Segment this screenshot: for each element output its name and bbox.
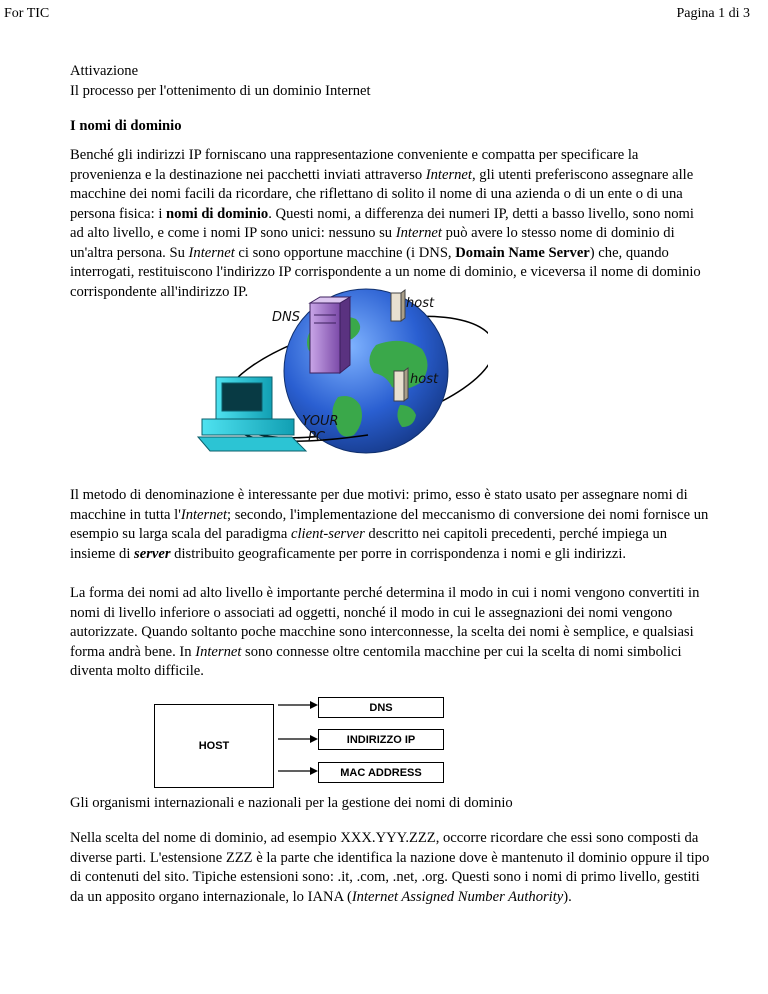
- header-left: For TIC: [4, 6, 50, 21]
- host-label-1: host: [406, 296, 435, 311]
- ip-address-box: INDIRIZZO IP: [318, 729, 444, 750]
- mac-address-box: MAC ADDRESS: [318, 762, 444, 783]
- paragraph-1: Benché gli indirizzi IP forniscano una rappresentazione conveniente e compatta per specificare la provenienza e la destinazione nei pacchetti inviati attraverso Internet, gli utenti preferiscono assegnare alle macchine dei nomi facili da ricordare, che riflettano di solito il nome di una azienda o di un ente o di una persona fisica: i nomi di dominio. Questi nomi, a differenza dei numeri IP, detti a basso livello, sono nomi ad alto livello, e come i nomi IP sono unici: nessuno su Internet può avere lo stesso nome di dominio di un'altra persona. Su Internet ci sono opportune macchine (i DNS, Domain Name Server) che, quando interrogati, restituiscono l'indirizzo IP corrispondente a un nome di dominio, e viceversa il nome di dominio corrispondente all'indirizzo IP.: [70, 147, 701, 300]
- dns-server-icon: [310, 297, 350, 373]
- section-heading-organismi: Gli organismi internazionali e nazionali per la gestione dei nomi di dominio: [70, 795, 513, 811]
- arrow-right-icon: [278, 700, 318, 710]
- paragraph-3: La forma dei nomi ad alto livello è importante perché determina il modo in cui i nomi vengono convertiti in nomi di livello inferiore o associati ad oggetti, nonché il modo in cui le assegnazioni dei nomi vengono autorizzate. Quando soltanto poche macchine sono interconnesse, la scelta dei nomi è semplice, e qualsiasi forma andrà bene. In Internet sono connesse oltre centomila macchine per cui la scelta di nomi simbolici diventa molto difficile.: [70, 585, 700, 679]
- arrow-right-icon: [278, 766, 318, 776]
- host-server-icon: [391, 290, 405, 321]
- pc-label-1: YOUR: [302, 414, 339, 429]
- host-mapping-diagram: [154, 692, 454, 788]
- paragraph-4: Nella scelta del nome di dominio, ad esempio XXX.YYY.ZZZ, occorre ricordare che essi sono composti da diverse parti. L'estensione ZZZ è la parte che identifica la nazione dove è mantenuto il dominio oppure il tipo di contenuti del sito. Tipiche estensioni sono: .it, .com, .net, .org. Questi sono i nomi di primo livello, gestiti da un apposito organo internazionale, lo IANA (Internet Assigned Number Authority).: [70, 830, 710, 905]
- dns-network-illustration: [188, 285, 488, 467]
- dns-box: DNS: [318, 697, 444, 718]
- dns-label: DNS: [272, 310, 300, 325]
- title-line-2: Il processo per l'ottenimento di un dominio Internet: [70, 82, 371, 99]
- host-label-2: host: [410, 372, 439, 387]
- page-number: Pagina 1 di 3: [676, 6, 750, 21]
- paragraph-2: Il metodo di denominazione è interessante per due motivi: primo, esso è stato usato per assegnare nomi di macchine in tutta l'Internet; secondo, l'implementazione del meccanismo di conversione dei nomi fornisce un esempio su larga scala del paradigma client-server descritto nei capitoli precedenti, perché impiega un insieme di server distribuito geograficamente per porre in corrispondenza i nomi e gli indirizzi.: [70, 487, 709, 562]
- section-heading-nomi-di-dominio: I nomi di dominio: [70, 118, 182, 134]
- host-server-icon: [394, 368, 408, 401]
- pc-label-2: PC: [308, 430, 325, 445]
- title-line-1: Attivazione: [70, 63, 139, 79]
- arrow-right-icon: [278, 734, 318, 744]
- document-title: [70, 62, 710, 101]
- host-box: HOST: [154, 704, 274, 788]
